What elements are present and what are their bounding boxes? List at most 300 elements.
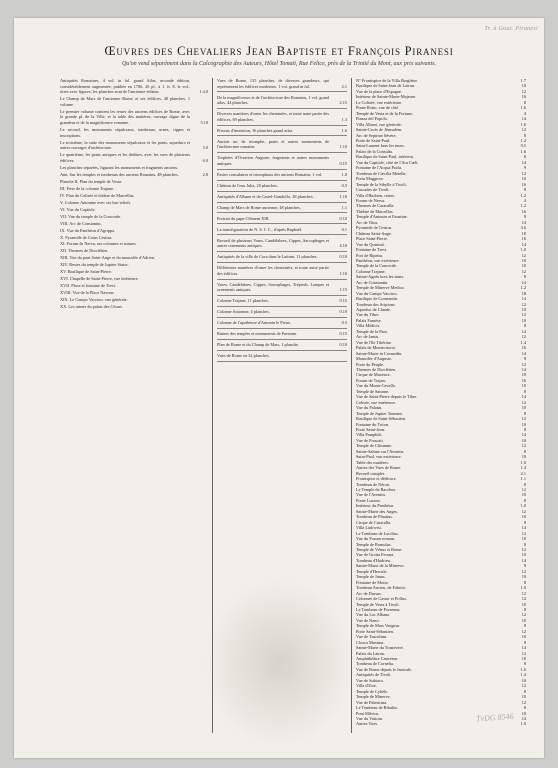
entry-text: IX. Vue du Panthéon d'Agrippa. [60,227,116,233]
list-item-price: 12 [521,268,526,274]
list-item-text: Vue de Palestrina. [356,699,388,705]
list-item-text: Temple de Minerve Medica. [356,285,405,291]
list-item-price: 12 [521,568,526,574]
list-item-price: 10 [521,536,526,542]
catalogue-column-1 [60,78,208,738]
entry-text: XX. Les ruines du palais des Césars. [60,304,124,310]
catalogue-entry [60,78,208,95]
entry-separator [217,317,347,318]
list-item-price: 1.0 [520,503,526,509]
list-item-price: 1.6 [520,666,526,672]
list-item-price: 14 [521,432,526,438]
list-item-text: Basilique de Saint-Paul, intérieur. [356,154,414,160]
list-item-text: Temple de Saturne. [356,388,390,394]
list-item-text: Le Temple de Bacchus. [356,486,397,492]
entry-text: VI. Vue du Capitole. [60,206,96,212]
list-item-price: 10 [521,552,526,558]
list-item-price: 10 [521,574,526,580]
entry-price: 0.5 [341,320,347,326]
entry-text: Vues de Rome en 32 planches. [217,353,270,359]
entry-separator [217,91,347,92]
list-item-price: 10 [521,454,526,460]
catalogue-entry [60,269,208,275]
list-item-price: 12 [521,683,526,689]
list-item-price: 8 [523,639,526,645]
list-item-text: Temple de Vénus et Rome. [356,546,403,552]
entry-text: Vues de Rome, 135 planches, de diverses grandeurs, qui représentent les édifices modernes, 1 vol. grand in fol. [217,78,329,89]
entry-separator [217,279,347,280]
catalogue-entry [60,109,208,126]
list-item-price: 1.7 [520,78,526,83]
entry-price: 5.0 [202,145,208,151]
list-item-price: 16 [521,345,526,351]
list-item-text: Vue de la place d'Espagne. [356,88,402,94]
list-item-price: 14 [521,350,526,356]
list-item-price: 12 [521,443,526,449]
entry-text: XVII. Place et fontaine de Trevi. [60,283,117,289]
catalogue-entry [60,290,208,296]
entry-separator [217,262,347,263]
catalogue-entry [60,186,208,192]
list-item-text: Tombeau de Cornelia. [356,661,395,667]
list-item-text: Port de Ripetta. [356,252,383,258]
list-item-price: 1.0 [520,721,526,727]
list-item-text: Palais de la Consulta. [356,148,393,154]
list-item-price: 1.4 [520,465,526,471]
catalogue-entry [60,96,208,107]
entry-price: 0.1 [341,226,347,232]
list-item-text: Arc de Septime Sévère. [356,132,397,138]
list-item-price: 8 [523,481,526,487]
list-item-text: Arc de Drusus. [356,590,382,596]
entry-separator [217,251,347,252]
catalogue-entry [60,235,208,241]
entry-text: Le troisième, la suite des monuments sépulcraux et les ponts, aqueducs et autres ouvrages d'architecture. [60,139,190,151]
entry-price: 5.10 [200,119,208,125]
catalogue-sheet [14,18,544,758]
list-item-price: 18 [521,290,526,296]
list-item-price: 10 [521,634,526,640]
catalogue-entry [60,276,208,282]
list-item-price: 8 [523,563,526,569]
entry-text: Le quatrième, les ponts antiques et les théâtres, avec les vues de plusieurs édifices. [60,152,190,163]
list-item-price: 8 [523,688,526,694]
entry-price: 0.10 [339,254,347,260]
entry-text: IV. Plan du Colisée et théâtre de Marcellus. [60,192,135,198]
list-item-price: 1.6 [520,105,526,111]
list-item-price: 14 [521,328,526,334]
list-item-text: Villa d'Hadrien, restes. [356,192,396,198]
list-item-text: Vue de Subiaco. [356,677,385,683]
entry-text: Le premier volume contient les restes des anciens édifices de Rome, avec la grande pl. de la Ville, et la table des matières; ouvrage digne de la grandeur et de la magnificence romaine. [60,108,190,125]
list-item-price: 14 [521,525,526,531]
catalogue-entry [217,95,347,106]
list-item-price: 10 [521,694,526,700]
entry-text: Champ de Mars de Rome ancienne, 48 planches. [217,204,301,210]
list-item-price: 10 [521,710,526,716]
catalogue-entry [217,342,347,348]
list-item-text: Palais Farnèse. [356,317,382,323]
catalogue-entry [60,228,208,234]
list-item-text: Vue de l'Aventin. [356,492,386,498]
list-item-price: 12 [521,650,526,656]
list-item-price: 8 [523,154,526,160]
list-item-price: 16 [521,236,526,242]
list-item-price: 1.0 [520,247,526,253]
list-item-text: Vue de Saint-Pierre depuis le Tibre. [356,394,418,400]
list-item-price: 8 [523,427,526,432]
catalogue-entry [217,298,347,304]
list-item-price: 4 [523,197,526,203]
entry-price: 1.0 [341,171,347,177]
catalogue-entry [60,248,208,254]
catalogue-list-item [356,721,526,726]
catalogue-entry [60,172,208,178]
list-item-text: Vue du Vatican. [356,716,384,722]
entry-text: Portrait du pape Clément XIII. [217,215,270,221]
entry-price: 1.4.0 [199,89,208,95]
list-item-price: 10 [521,617,526,623]
list-item-text: Mausolée d'Auguste. [356,356,393,362]
list-item-price: 10 [521,492,526,498]
list-item-price: 18 [521,230,526,236]
entry-price: 4.10 [339,243,347,249]
list-item-price: 1.6 [520,121,526,127]
list-item-price: 8 [523,579,526,585]
list-item-price: 14 [521,716,526,722]
list-item-text: Le Tombeau de Bibulus. [356,705,399,711]
entry-price: 0.10 [339,215,347,221]
list-item-price: 10 [521,437,526,443]
list-item-text: Temple de Vesta et de la Fortune. [356,110,414,116]
catalogue-entry [60,241,208,247]
list-item-price: 12 [521,699,526,705]
list-item-text: Cascades de Tivoli. [356,187,390,193]
list-item-price: 12 [521,416,526,422]
entry-text: Fastes consulaires et triomphaux des anciens Romains, 1 vol. [217,171,323,177]
list-item-text: Panthéon, vue extérieure. [356,257,400,263]
entry-separator [217,202,347,203]
list-item-price: 8 [523,99,526,105]
list-item-text: Vue du Lac Albano. [356,612,391,618]
list-item-price: 16 [521,377,526,383]
catalogue-entry [60,221,208,227]
catalogue-entry [217,194,347,200]
list-item-text: N° Frontispice de la Villa Borghèse. [356,78,419,83]
list-item-text: Sainte-Marie du Trastevere. [356,645,404,651]
list-item-price: 12 [521,127,526,133]
list-item-text: Basilique de Constantin. [356,296,399,302]
list-item-text: Pyramide de Cestius. [356,225,393,231]
list-item-price: 8 [523,187,526,193]
list-item-text: Saint-Paul, vue extérieure. [356,454,402,460]
list-item-text: Palais du Latran. [356,650,385,656]
entry-separator [217,361,347,362]
list-item-price: 14 [521,279,526,285]
list-item-price: 9 [523,165,526,171]
entry-price: 0.5 [341,182,347,188]
list-item-text: Le Tombeau de Lucilius. [356,530,399,536]
entry-separator [217,339,347,340]
entry-price: 0.10 [339,309,347,315]
entry-text: Plan de Rome et du Champ de Mars, 1 planche. [217,342,299,348]
entry-text: VII. Vue du temple de la Concorde. [60,213,122,219]
list-item-price: 8 [523,497,526,503]
list-item-price: 12 [521,612,526,618]
list-item-text: Vue de Grotta Ferrata. [356,552,395,558]
entry-text: XIX. Le Campo Vaccino, vue générale. [60,297,128,303]
list-item-text: Aqueduc de Claude. [356,307,391,313]
list-item-text: Vue du Capitole, côté de l'Ara Cœli. [356,159,419,165]
list-item-text: Porte de Saint-Paul. [356,137,391,143]
list-item-price: 10 [521,514,526,520]
entry-text: Antiquités d'Albane et de Castel-Gandolfo, 28 planches. [217,193,314,199]
catalogue-entry [217,139,347,150]
entry-price: 1.15 [339,287,347,293]
list-item-price: 8 [523,388,526,394]
list-item-text: Colonnes de Castor et Pollux. [356,596,408,602]
catalogue-entry [217,331,347,337]
list-item-text: Temple d'Antonin et Faustine. [356,214,408,220]
entry-text: Colonne de l'apothéose d'Antonin le Pieux. [217,320,292,326]
entry-text: Le Champ de Mars de l'ancienne Rome, et ses édifices, 48 planches, 1 volume. [60,96,190,107]
catalogue-entry [60,283,208,289]
list-item-text: Sainte-Marie des Anges. [356,508,399,514]
list-item-text: Antiquités de Tivoli. [356,672,392,678]
list-item-text: Ponte Rotto, vue de côté. [356,105,400,111]
list-item-price: 8 [523,541,526,547]
catalogue-entry [217,353,347,359]
entry-text: Colonne Antonine, 4 planches. [217,309,270,315]
list-item-text: Villa Ludovisi. [356,525,382,531]
list-item-price: 14 [521,557,526,563]
entry-text: Planche II. Plan du temple de Vesta. [60,178,122,184]
catalogue-entry [217,254,347,260]
entry-text: La transfiguration de N. S. J. C., d'après Raphaël. [217,226,303,232]
list-item-price: 10 [521,307,526,313]
entry-text: XI. Forum de Nerva, ses colonnes et statues. [60,241,137,247]
list-item-price: 10 [521,405,526,411]
catalogue-entry [60,140,208,151]
entry-text: V. Colonne Antonine avec ses bas-reliefs. [60,199,132,205]
entry-text: Vases, Candélabres, Cippes, Sarcophages, Trépieds, Lampes et ornements antiques. [217,281,329,293]
list-item-text: Palais de Montecitorio. [356,345,396,351]
entry-separator [217,212,347,213]
entry-separator [217,152,347,153]
list-item-text: Temple de la Paix. [356,328,388,334]
entry-text: Trophées d'Octavien Auguste, fragments et autres monuments antiques. [217,155,329,166]
list-item-text: Villa Pamphili. [356,432,382,438]
list-item-text: Colonne Trajane. [356,268,386,274]
entry-text: XIV. Restes du temple de Jupiter Stator. [60,262,129,268]
entry-text: Différentes manières d'orner les cheminées, et toute autre partie des édifices. [217,265,329,276]
list-item-text: Vue du Monte Cavallo. [356,383,397,389]
list-item-text: Porta Maggiore. [356,176,384,182]
entry-text: XVIII. Vue de la Place Navone. [60,290,115,296]
list-item-price: 12 [521,486,526,492]
entry-text: Ancien arc de triomphe, ponts et autres monuments de l'architecture romaine. [217,138,329,150]
entry-separator [217,350,347,351]
list-item-text: Recueil complet. [356,470,386,476]
catalogue-entry [217,183,347,189]
list-item-text: Temple d'Hercule. [356,568,388,574]
list-item-price: 8 [523,661,526,667]
entry-text: XII. Thermes de Dioclétien. [60,248,109,254]
list-item-text: Temple de Jupiter Tonnant. [356,410,403,416]
list-item-text: Arc de Constantin. [356,279,389,285]
list-item-text: Vue de Tusculum. [356,634,388,640]
list-item-text: Arc de Janus. [356,334,380,340]
catalogue-entry [217,227,347,233]
list-item-price: 12 [521,399,526,405]
page-title: Œuvres des Chevaliers Jean Baptiste et François Piranesi [104,44,454,58]
catalogue-entry [60,297,208,303]
list-item-text: Tombeau de Plautius. [356,514,394,520]
entry-text: XV. Basilique de Saint-Pierre. [60,269,112,275]
list-item-price: 10 [521,263,526,269]
catalogue-entry [60,200,208,206]
list-item-price: 8 [523,448,526,454]
list-item-text: Piazza del Popolo. [356,116,388,122]
list-item-text: Cirque de Maxence. [356,372,391,378]
catalogue-entry [60,127,208,138]
list-item-text: Place Saint-Pierre. [356,236,388,242]
list-item-price: 8 [523,132,526,138]
list-item-price: 1.0 [520,585,526,591]
list-item-price: 12 [521,312,526,318]
list-item-text: Thermes de Dioclétien. [356,367,397,373]
list-item-text: Temple de la Concorde. [356,263,397,269]
list-item-text: Forum de Trajan. [356,377,386,383]
entry-price: 2.1 [341,83,347,89]
entry-price: 6.0 [202,157,208,163]
list-item-price: 12 [521,628,526,634]
list-item-text: Basilique de Saint-Sébastien. [356,416,407,422]
catalogue-entry [60,207,208,213]
list-item-text: Forum de Nerva. [356,197,386,203]
entry-price: 1.10 [339,193,347,199]
list-item-text: Le Colisée, vue extérieure. [356,99,403,105]
entry-text: Diverses manières d'orner les cheminées, et toute autre partie des édifices, 69 planches. [217,111,329,122]
list-item-text: Vue du Palatin. [356,405,383,411]
list-item-text: Tombeau de Néron. [356,481,390,487]
collection-mark: Tr. à Gout. Piranesi [484,26,538,32]
catalogue-entry [217,282,347,293]
list-item-price: 10 [521,383,526,389]
catalogue-entry [217,320,347,326]
entry-text: Les planches séparées, figurant les monuments et fragments anciens. [60,164,179,170]
list-item-text: Fontaine de l'Acqua Paola. [356,165,403,171]
list-item-price: 10 [521,83,526,89]
list-item-text: Porte du Peuple. [356,361,385,367]
entry-text: Ruines des temples et monuments de Paestum. [217,331,298,337]
list-item-price: 12 [521,546,526,552]
list-item-price: 2.1 [520,470,526,476]
list-item-price: 1.2 [520,137,526,143]
list-item-text: Autres Vues. [356,721,379,727]
list-item-price: 10 [521,317,526,323]
entry-price: 1.10 [339,270,347,276]
list-item-price: 10 [521,656,526,662]
list-item-price: 16 [521,181,526,187]
list-item-price: 1.4 [520,339,526,345]
list-item-price: 10 [521,372,526,378]
list-item-text: Amphithéâtre Castrense. [356,656,399,662]
list-item-text: Le Tombeau de Porsenna. [356,606,401,612]
entry-text: De la magnificence et de l'architecture des Romains, 1 vol. grand atlas, 44 planches. [217,94,329,106]
entry-separator [217,295,347,296]
catalogue-entry [60,165,208,171]
list-item-price: 8 [523,274,526,280]
column-divider [351,78,352,733]
inventory-number: TvDG 8546 [476,711,515,724]
entry-price: 1.6 [341,127,347,133]
column-divider [212,78,213,733]
list-item-text: Sainte-Croix de Jérusalem. [356,127,403,133]
list-item-text: Vue de Nemi. [356,617,380,623]
list-item-price: 12 [521,530,526,536]
list-item-text: Temple de Cybèle. [356,688,389,694]
catalogue-entry [60,255,208,261]
list-item-text: Vue de Rome depuis le Janicule. [356,666,413,672]
list-item-price: 14 [521,596,526,602]
list-item-price: 0.5 [520,143,526,149]
list-item-text: Autres des Vues de Rome. [356,465,402,471]
catalogue-entry [217,238,347,249]
entry-text: Recueil de plusieurs Vases, Candélabres, Cippes, Sarcophages et autres ornements antiques. [217,237,329,249]
list-item-price: 16 [521,94,526,100]
entry-separator [217,108,347,109]
entry-text: X. Pyramide de Caius Cestius. [60,234,113,240]
list-item-price: 1.2 [520,285,526,291]
list-item-text: Porte Saint-Sébastien. [356,628,394,634]
list-item-text: Temple de Clitumne. [356,443,393,449]
list-item-price: 14 [521,159,526,165]
list-item-price: 12 [521,334,526,340]
list-item-text: Cirque de Caracalla. [356,519,392,525]
list-item-text: Temple de Romulus. [356,541,392,547]
list-item-text: Tombeau Ancien, de Fabrice. [356,585,407,591]
list-item-text: Frontispice et dédicace. [356,476,397,482]
list-item-text: Fontaine de Trevi. [356,247,388,253]
entry-separator [217,180,347,181]
list-item-text: Villa d'Este. [356,683,377,689]
list-item-price: 1.2 [520,192,526,198]
catalogue-entry [217,111,347,122]
catalogue-entry [217,155,347,166]
list-item-price: 1.4 [520,672,526,678]
entry-text: VIII. Arc de Constantin. [60,220,102,226]
entry-text: Antiquités Romaines, 4 vol. in fol. grand Atlas, seconde édition, considérablement augmentée, publiée en 1786, 26 pl., à 1. fr. 8. le vol., titres avec figures; les planches sont de l'ancienne édition. [60,78,190,95]
list-item-price: 12 [521,590,526,596]
list-item-text: Vue du Campo Vaccino. [356,290,398,296]
catalogue-entry [217,216,347,222]
list-item-text: Pont Milvius. [356,710,380,716]
list-item-price: 12 [521,170,526,176]
list-item-price: 12 [521,88,526,94]
list-item-price: 10 [521,176,526,182]
catalogue-entry [217,205,347,211]
list-item-text: Vue du Tibre. [356,312,380,318]
list-item-price: 12 [521,301,526,307]
entry-price: 1.10 [339,144,347,150]
catalogue-entry [217,309,347,315]
list-item-text: Ponte Lucano. [356,497,381,503]
list-item-price: 1.1 [520,476,526,482]
list-item-text: Porte Saint-Jean. [356,427,386,432]
entry-price: 0.10 [339,342,347,348]
list-item-price: 10 [521,257,526,263]
